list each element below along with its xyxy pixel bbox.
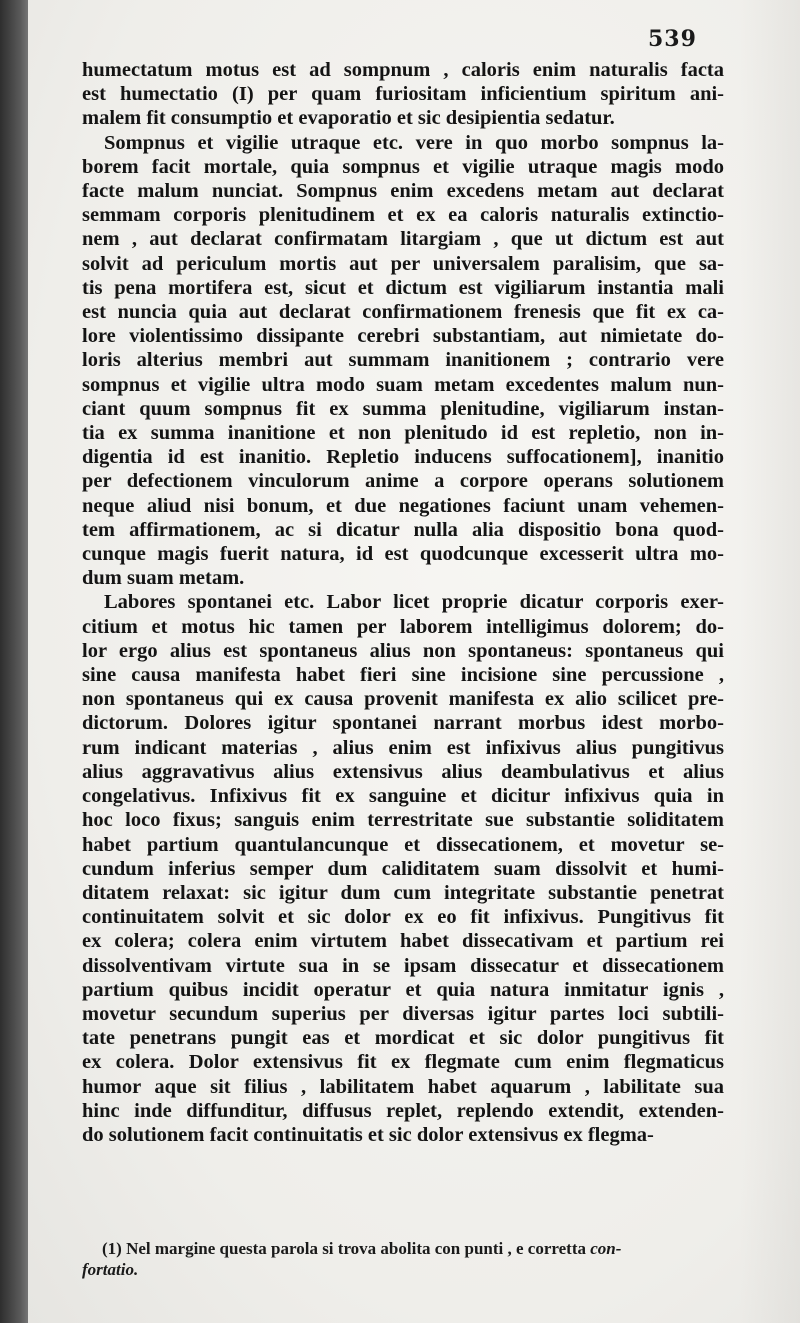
text-line: hinc inde diffunditur, diffusus replet, replendo extendit, extenden- — [82, 1099, 724, 1122]
text-line: nem , aut declarat confirmatam litargiam , que ut dictum est aut — [82, 228, 724, 251]
text-line: cunque magis fuerit natura, id est quodcunque excesserit ultra mo- — [82, 543, 724, 566]
text-line: rum indicant materias , alius enim est infixivus alius pungitivus — [82, 736, 724, 759]
text-line: solvit ad periculum mortis aut per universalem paralisim, que sa- — [82, 252, 724, 275]
text-line: Sompnus et vigilie utraque etc. vere in quo morbo sompnus la- — [104, 131, 724, 154]
text-line: dissolventivam virtute sua in se ipsam dissecatur et dissecationem — [82, 954, 724, 977]
text-line: dictorum. Dolores igitur spontanei narrant morbus idest morbo- — [82, 712, 724, 735]
text-line: Labores spontanei etc. Labor licet proprie dicatur corporis exer- — [104, 591, 724, 614]
text-line: ciant quum sompnus fit ex summa plenitudine, vigiliarum instan- — [82, 397, 724, 420]
text-line: est humectatio (I) per quam furiositam inficientium spiritum ani- — [82, 83, 724, 106]
text-line: humor aque sit filius , labilitatem habet aquarum , labilitate sua — [82, 1075, 724, 1098]
text-line: malem fit consumptio et evaporatio et sic desipientia sedatur. — [82, 107, 615, 130]
book-page — [28, 0, 800, 1323]
text-line: ex colera; colera enim virtutem habet dissecativam et partium rei — [82, 930, 724, 953]
text-line: cundum inferius semper dum caliditatem suam dissolvit et humi- — [82, 857, 724, 880]
text-line: congelativus. Infixivus fit ex sanguine et dicitur infixivus quia in — [82, 785, 724, 808]
text-line: alius aggravativus alius extensivus alius deambulativus et alius — [82, 760, 724, 783]
text-line: borem facit mortale, quia sompnus et vigilie utraque magis modo — [82, 155, 724, 178]
text-line: ex colera. Dolor extensivus fit ex flegmate cum enim flegmaticus — [82, 1051, 724, 1074]
footnote — [82, 1238, 724, 1280]
text-line: loris alterius membri aut summam inanitionem ; contrario vere — [82, 349, 724, 372]
paragraph — [82, 58, 724, 131]
text-line: semmam corporis plenitudinem et ex ea caloris naturalis extinctio- — [82, 204, 724, 227]
text-line: tem affirmationem, ac si dicatur nulla alia dispositio bona quod- — [82, 518, 724, 541]
text-line: habet partium quantulancunque et dissecationem, et movetur se- — [82, 833, 724, 856]
page-number: 539 — [648, 26, 697, 52]
text-line: tis pena mortifera est, sicut et dictum est vigiliarum instantia mali — [82, 276, 724, 299]
text-line: per defectionem vinculorum anime a corpore operans solutionem — [82, 470, 724, 493]
text-line: tia ex summa inanitione et non plenitudo id est repletio, non in- — [82, 422, 724, 445]
text-line: continuitatem solvit et sic dolor ex eo fit infixivus. Pungitivus fit — [82, 906, 724, 929]
text-line: partium quibus incidit operatur et quia natura inmitatur ignis , — [82, 978, 724, 1001]
text-line: non spontaneus qui ex causa provenit manifesta ex alio scilicet pre- — [82, 688, 724, 711]
footnote-text: (1) Nel margine questa parola si trova abolita con punti , e corretta — [102, 1239, 586, 1258]
footnote-italic-tail: con- — [590, 1239, 622, 1258]
text-line: ditatem relaxat: sic igitur dum cum integritate substantie penetrat — [82, 881, 724, 904]
text-line: citium et motus hic tamen per laborem intelligimus dolorem; do- — [82, 615, 724, 638]
paragraph — [82, 131, 724, 591]
text-line: lor ergo alius est spontaneus alius non spontaneus: spontaneus qui — [82, 639, 724, 662]
body-text — [82, 58, 724, 1147]
page-edge-shade — [740, 0, 800, 1323]
text-line: facte malum nunciat. Sompnus enim excedens metam aut declarat — [82, 180, 724, 203]
text-line: est nuncia quia aut declarat confirmationem frenesis que fit ex ca- — [82, 301, 724, 324]
text-line: neque aliud nisi bonum, et due negationes faciunt unam vehemen- — [82, 494, 724, 517]
footnote-italic-word: fortatio. — [82, 1260, 139, 1279]
footnote-line-1 — [82, 1238, 724, 1259]
text-line: lore violentissimo dissipante cerebri substantiam, aut nimietate do- — [82, 325, 724, 348]
text-line: tate penetrans pungit eas et mordicat et sic dolor pungitivus fit — [82, 1027, 724, 1050]
text-line: digentia id est inanitio. Repletio inducens suffocationem], inanitio — [82, 446, 724, 469]
paragraph — [82, 590, 724, 1147]
text-line: sine causa manifesta habet fieri sine incisione sine percussione , — [82, 664, 724, 687]
footnote-line-2 — [82, 1259, 724, 1280]
text-line: dum suam metam. — [82, 567, 245, 590]
text-line: sompnus et vigilie ultra modo suam metam excedentes malum nun- — [82, 373, 724, 396]
text-line: hoc loco fixus; sanguis enim terrestritate sue substantie soliditatem — [82, 809, 724, 832]
text-line: do solutionem facit continuitatis et sic dolor extensivus ex flegma- — [82, 1123, 654, 1146]
text-line: humectatum motus est ad sompnum , caloris enim naturalis facta — [82, 59, 724, 81]
text-line: movetur secundum superius per diversas igitur partes loci subtili- — [82, 1002, 724, 1025]
